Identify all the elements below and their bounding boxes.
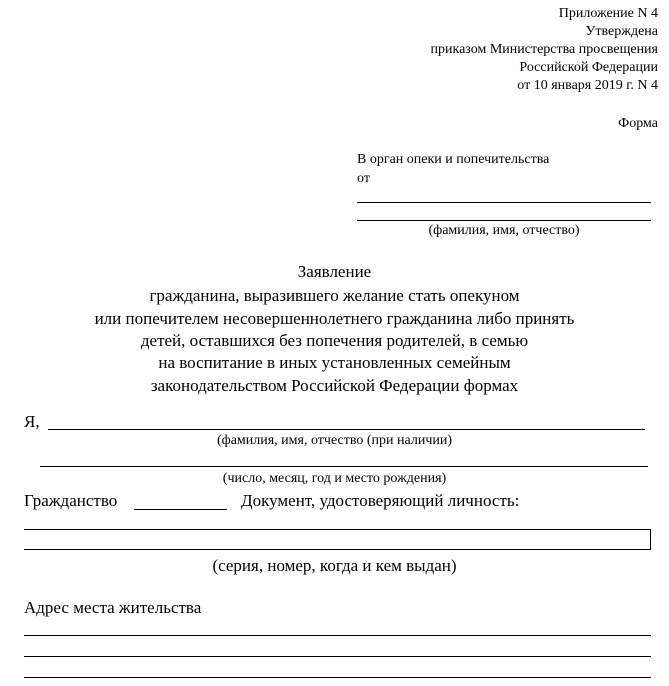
recipient-from: от xyxy=(357,171,370,186)
document-line-2[interactable] xyxy=(24,549,651,550)
title-line-2: гражданина, выразившего желание стать опекуном xyxy=(149,286,520,305)
title-line-6: законодательством Российской Федерации формах xyxy=(150,376,519,395)
address-line-2[interactable] xyxy=(24,656,651,657)
document-title: Заявление xyxy=(297,262,372,281)
title-line-3: или попечителем несовершеннолетнего гражданина либо принять xyxy=(94,309,575,328)
country-label: Российской Федерации xyxy=(519,60,658,75)
i-label: Я, xyxy=(24,412,40,431)
document-line-1[interactable] xyxy=(24,529,651,530)
order-label: приказом Министерства просвещения xyxy=(430,42,658,57)
address-label: Адрес места жительства xyxy=(24,598,202,617)
citizenship-line[interactable] xyxy=(134,509,227,510)
title-line-4: детей, оставшихся без попечения родителей, в семью xyxy=(140,331,529,350)
title-line-5: на воспитание в иных установленных семейным xyxy=(158,353,511,372)
citizenship-label: Гражданство xyxy=(24,491,118,510)
document-caption: (серия, номер, когда и кем выдан) xyxy=(212,556,457,575)
address-line-3[interactable] xyxy=(24,677,651,678)
recipient-to: В орган опеки и попечительства xyxy=(357,152,550,167)
recipient-fio-caption: (фамилия, имя, отчество) xyxy=(428,223,580,238)
address-line-1[interactable] xyxy=(24,635,651,636)
recipient-line-2[interactable] xyxy=(357,220,651,221)
appendix-number: Приложение N 4 xyxy=(558,6,658,21)
approved-label: Утверждена xyxy=(585,24,658,39)
fio-line[interactable] xyxy=(48,429,645,430)
form-label: Форма xyxy=(618,116,658,131)
birth-line[interactable] xyxy=(40,466,648,467)
fio-caption: (фамилия, имя, отчество (при наличии) xyxy=(216,433,453,448)
document-label: Документ, удостоверяющий личность: xyxy=(241,491,520,510)
document-line-edge xyxy=(650,529,651,549)
recipient-line-1[interactable] xyxy=(357,202,651,203)
birth-caption: (число, месяц, год и место рождения) xyxy=(222,471,447,486)
order-date: от 10 января 2019 г. N 4 xyxy=(517,78,658,93)
